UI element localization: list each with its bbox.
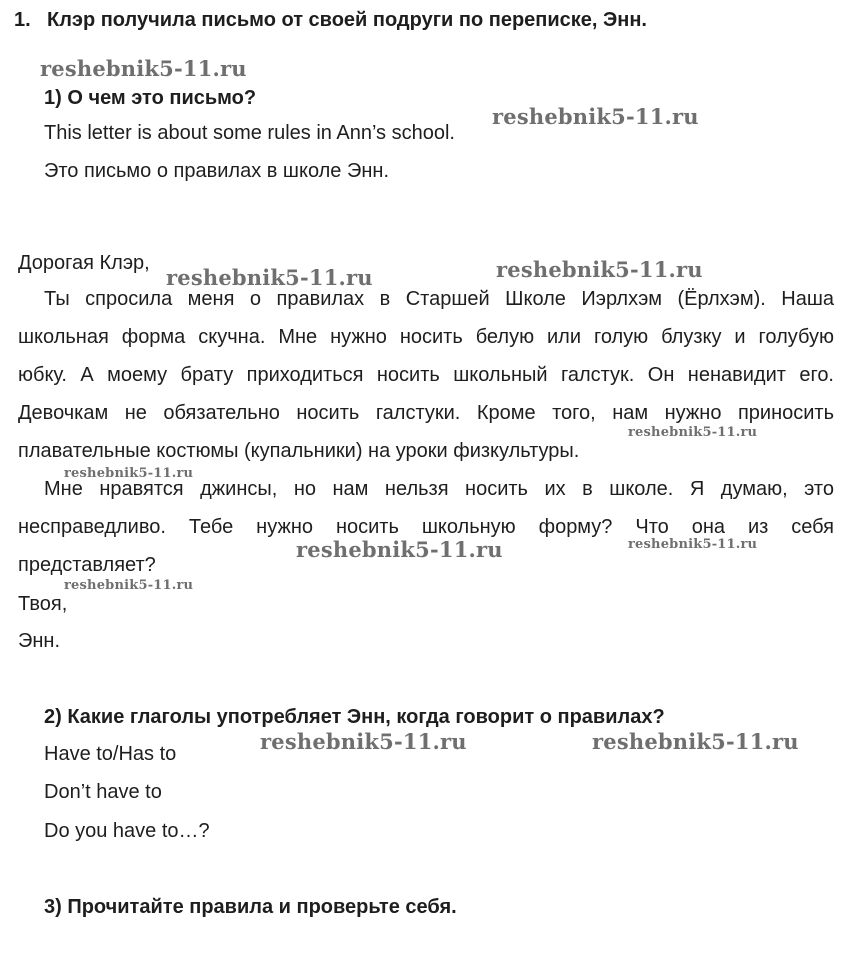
answer-2-item: Do you have to…?	[44, 820, 210, 842]
answer-1-russian: Это письмо о правилах в школе Энн.	[44, 160, 389, 182]
letter-line: Ты спросила меня о правилах в Старшей Школе Иэрлхэм (Ёрлхэм). Наша	[44, 288, 834, 310]
question-3: 3) Прочитайте правила и проверьте себя.	[44, 896, 457, 918]
answer-2-item: Have to/Has to	[44, 743, 177, 765]
letter-line: школьная форма скучна. Мне нужно носить белую или голую блузку и голубую	[18, 326, 834, 348]
letter-greeting: Дорогая Клэр,	[18, 252, 150, 274]
task-number: 1.	[14, 9, 31, 31]
letter-closing: Твоя,	[18, 593, 68, 615]
watermark: reshebnik5-11.ru	[64, 578, 194, 593]
answer-2-item: Don’t have to	[44, 781, 162, 803]
question-1: 1) О чем это письмо?	[44, 87, 257, 109]
letter-line: Девочкам не обязательно носить галстуки. Кроме того, нам нужно приносить	[18, 402, 834, 424]
task-title: Клэр получила письмо от своей подруги по переписке, Энн.	[47, 9, 647, 31]
letter-line: несправедливо. Тебе нужно носить школьную форму? Что она из себя	[18, 516, 834, 538]
watermark: reshebnik5-11.ru	[40, 56, 247, 81]
watermark: reshebnik5-11.ru	[492, 104, 699, 129]
watermark: reshebnik5-11.ru	[296, 537, 503, 562]
letter-line: юбку. А моему брату приходиться носить школьный галстук. Он ненавидит его.	[18, 364, 834, 386]
watermark: reshebnik5-11.ru	[496, 257, 703, 282]
watermark: reshebnik5-11.ru	[628, 425, 758, 440]
question-2: 2) Какие глаголы употребляет Энн, когда говорит о правилах?	[44, 706, 665, 728]
letter-line: представляет?	[18, 554, 156, 576]
watermark: reshebnik5-11.ru	[64, 466, 194, 481]
watermark: reshebnik5-11.ru	[628, 537, 758, 552]
letter-signature: Энн.	[18, 630, 61, 652]
answer-1-english: This letter is about some rules in Ann’s school.	[44, 122, 455, 144]
watermark: reshebnik5-11.ru	[166, 265, 373, 290]
watermark: reshebnik5-11.ru	[592, 729, 799, 754]
letter-line: плавательные костюмы (купальники) на уроки физкультуры.	[18, 440, 580, 462]
watermark: reshebnik5-11.ru	[260, 729, 467, 754]
letter-line: Мне нравятся джинсы, но нам нельзя носить их в школе. Я думаю, это	[44, 478, 834, 500]
